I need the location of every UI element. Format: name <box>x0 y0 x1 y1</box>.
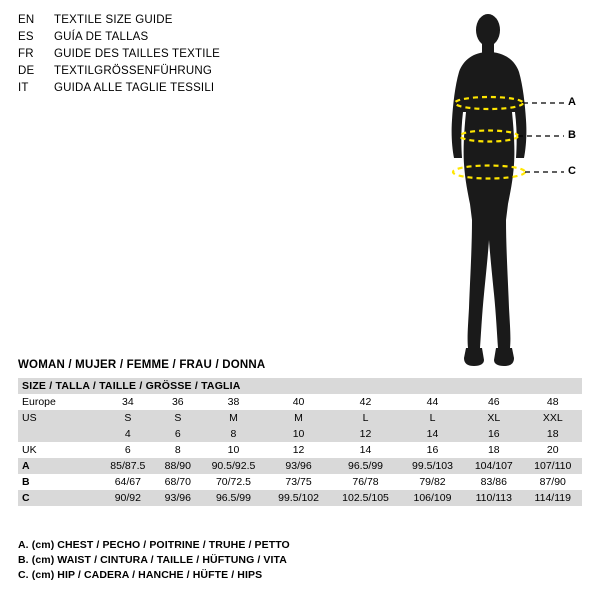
cell: 99.5/103 <box>401 458 464 474</box>
size-table <box>18 378 582 506</box>
language-code: FR <box>18 48 34 60</box>
cell: 99.5/102 <box>267 490 330 506</box>
cell: 90.5/92.5 <box>200 458 267 474</box>
cell: 42 <box>330 394 401 410</box>
cell: L <box>401 410 464 426</box>
cell: 6 <box>156 426 200 442</box>
cell: 114/119 <box>524 490 582 506</box>
cell: 88/90 <box>156 458 200 474</box>
cell: 106/109 <box>401 490 464 506</box>
language-title-block <box>18 12 418 97</box>
cell: 96.5/99 <box>330 458 401 474</box>
cell: 64/67 <box>100 474 156 490</box>
table-header-row <box>18 378 582 394</box>
table-row <box>18 490 582 506</box>
cell: 12 <box>330 426 401 442</box>
cell: 16 <box>401 442 464 458</box>
cell: S <box>100 410 156 426</box>
cell: M <box>267 410 330 426</box>
row-label: A <box>18 458 100 474</box>
language-row <box>18 80 418 97</box>
table-row <box>18 410 582 426</box>
language-code: ES <box>18 31 34 43</box>
cell: 90/92 <box>100 490 156 506</box>
cell: 93/96 <box>267 458 330 474</box>
table-row <box>18 394 582 410</box>
cell: 79/82 <box>401 474 464 490</box>
legend-line-b: B. (cm) WAIST / CINTURA / TAILLE / HÜFTUNG / VITA <box>18 554 287 566</box>
cell: 4 <box>100 426 156 442</box>
cell: XL <box>464 410 523 426</box>
row-label <box>18 426 100 442</box>
cell: 36 <box>156 394 200 410</box>
language-title: GUÍA DE TALLAS <box>54 31 149 43</box>
cell: 87/90 <box>524 474 582 490</box>
cell: 34 <box>100 394 156 410</box>
cell: 46 <box>464 394 523 410</box>
language-row <box>18 29 418 46</box>
row-label: US <box>18 410 100 426</box>
cell: 93/96 <box>156 490 200 506</box>
cell: 73/75 <box>267 474 330 490</box>
cell: S <box>156 410 200 426</box>
group-title: WOMAN / MUJER / FEMME / FRAU / DONNA <box>18 359 266 371</box>
cell: 8 <box>200 426 267 442</box>
cell: M <box>200 410 267 426</box>
cell: 38 <box>200 394 267 410</box>
cell: 10 <box>200 442 267 458</box>
language-code: EN <box>18 14 35 26</box>
cell: 48 <box>524 394 582 410</box>
cell: XXL <box>524 410 582 426</box>
language-title: TEXTILGRÖSSENFÜHRUNG <box>54 65 212 77</box>
language-code: IT <box>18 82 29 94</box>
cell: 85/87.5 <box>100 458 156 474</box>
cell: 14 <box>330 442 401 458</box>
language-title: TEXTILE SIZE GUIDE <box>54 14 173 26</box>
row-label: UK <box>18 442 100 458</box>
cell: 70/72.5 <box>200 474 267 490</box>
measurement-legend <box>18 538 578 583</box>
legend-line-c: C. (cm) HIP / CADERA / HANCHE / HÜFTE / HIPS <box>18 569 263 581</box>
female-body-figure <box>400 8 600 388</box>
cell: 76/78 <box>330 474 401 490</box>
cell: 8 <box>156 442 200 458</box>
row-label: B <box>18 474 100 490</box>
cell: 104/107 <box>464 458 523 474</box>
cell: 96.5/99 <box>200 490 267 506</box>
cell: 10 <box>267 426 330 442</box>
cell: 110/113 <box>464 490 523 506</box>
language-row <box>18 63 418 80</box>
cell: 14 <box>401 426 464 442</box>
cell: 20 <box>524 442 582 458</box>
language-row <box>18 12 418 29</box>
body-silhouette-icon <box>400 8 600 388</box>
row-label: Europe <box>18 394 100 410</box>
language-row <box>18 46 418 63</box>
cell: 16 <box>464 426 523 442</box>
row-label: C <box>18 490 100 506</box>
table-row <box>18 458 582 474</box>
cell: L <box>330 410 401 426</box>
cell: 83/86 <box>464 474 523 490</box>
marker-label-b: B <box>568 129 576 141</box>
language-title: GUIDA ALLE TAGLIE TESSILI <box>54 82 215 94</box>
marker-label-c: C <box>568 165 576 177</box>
cell: 44 <box>401 394 464 410</box>
table-row <box>18 474 582 490</box>
cell: 102.5/105 <box>330 490 401 506</box>
cell: 18 <box>524 426 582 442</box>
cell: 12 <box>267 442 330 458</box>
marker-label-a: A <box>568 96 576 108</box>
cell: 6 <box>100 442 156 458</box>
language-code: DE <box>18 65 35 77</box>
language-title: GUIDE DES TAILLES TEXTILE <box>54 48 221 60</box>
cell: 18 <box>464 442 523 458</box>
table-row <box>18 426 582 442</box>
cell: 107/110 <box>524 458 582 474</box>
cell: 68/70 <box>156 474 200 490</box>
table-row <box>18 442 582 458</box>
legend-line-a: A. (cm) CHEST / PECHO / POITRINE / TRUHE / PETTO <box>18 539 290 551</box>
table-header-cell: SIZE / TALLA / TAILLE / GRÖSSE / TAGLIA <box>18 378 582 394</box>
cell: 40 <box>267 394 330 410</box>
